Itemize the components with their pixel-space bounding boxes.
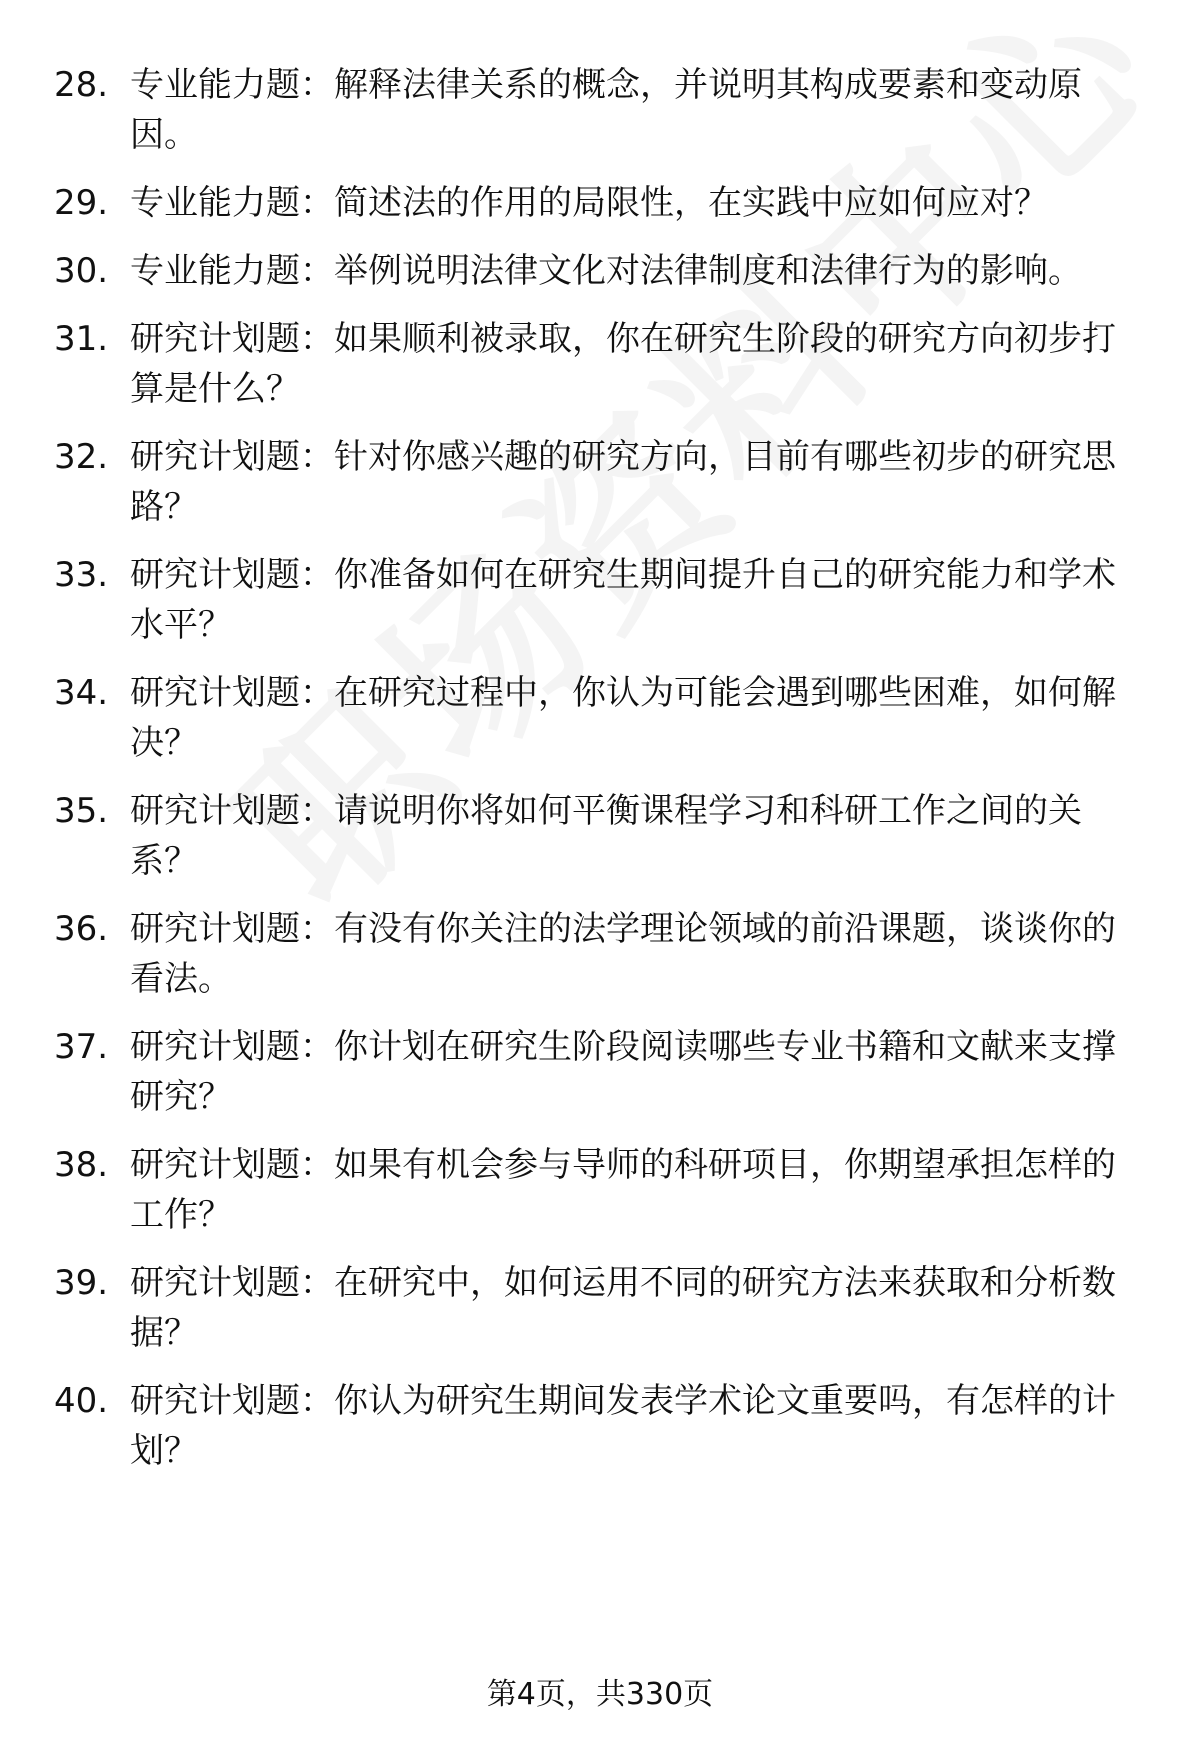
question-number: 39. [54, 1263, 109, 1303]
question-text: 研究计划题：有没有你关注的法学理论领域的前沿课题，谈谈你的看法。 [130, 909, 1116, 999]
list-item [0, 246, 1200, 296]
question-text: 研究计划题：你认为研究生期间发表学术论文重要吗，有怎样的计划？ [130, 1381, 1116, 1471]
question-text: 研究计划题：请说明你将如何平衡课程学习和科研工作之间的关系？ [130, 791, 1082, 881]
list-item [0, 178, 1200, 228]
list-item [0, 668, 1200, 768]
question-text: 研究计划题：在研究中，如何运用不同的研究方法来获取和分析数据？ [130, 1263, 1116, 1353]
question-number: 35. [54, 791, 109, 831]
question-number: 37. [54, 1027, 109, 1067]
question-text: 研究计划题：你计划在研究生阶段阅读哪些专业书籍和文献来支撑研究？ [130, 1027, 1116, 1117]
question-text: 研究计划题：在研究过程中，你认为可能会遇到哪些困难，如何解决？ [130, 673, 1116, 763]
question-number: 36. [54, 909, 109, 949]
list-item [0, 1140, 1200, 1240]
question-number: 34. [54, 673, 109, 713]
question-list [0, 60, 1200, 1494]
question-number: 30. [54, 251, 109, 291]
list-item [0, 786, 1200, 886]
question-text: 研究计划题：如果有机会参与导师的科研项目，你期望承担怎样的工作？ [130, 1145, 1116, 1235]
list-item [0, 904, 1200, 1004]
list-item [0, 1022, 1200, 1122]
list-item [0, 314, 1200, 414]
question-text: 专业能力题：举例说明法律文化对法律制度和法律行为的影响。 [130, 251, 1082, 291]
question-text: 研究计划题：如果顺利被录取，你在研究生阶段的研究方向初步打算是什么？ [130, 319, 1116, 409]
question-number: 40. [54, 1381, 109, 1421]
question-number: 33. [54, 555, 109, 595]
question-number: 29. [54, 183, 109, 223]
question-text: 专业能力题：简述法的作用的局限性，在实践中应如何应对？ [130, 183, 1048, 223]
question-number: 38. [54, 1145, 109, 1185]
list-item [0, 550, 1200, 650]
list-item [0, 432, 1200, 532]
question-text: 专业能力题：解释法律关系的概念，并说明其构成要素和变动原因。 [130, 65, 1082, 155]
list-item [0, 1376, 1200, 1476]
question-number: 32. [54, 437, 109, 477]
question-number: 31. [54, 319, 109, 359]
page-number-label: 第4页，共330页 [486, 1677, 714, 1712]
list-item [0, 60, 1200, 160]
list-item [0, 1258, 1200, 1358]
page-footer [0, 1675, 1200, 1715]
question-text: 研究计划题：你准备如何在研究生期间提升自己的研究能力和学术水平？ [130, 555, 1116, 645]
question-number: 28. [54, 65, 109, 105]
question-text: 研究计划题：针对你感兴趣的研究方向，目前有哪些初步的研究思路？ [130, 437, 1116, 527]
